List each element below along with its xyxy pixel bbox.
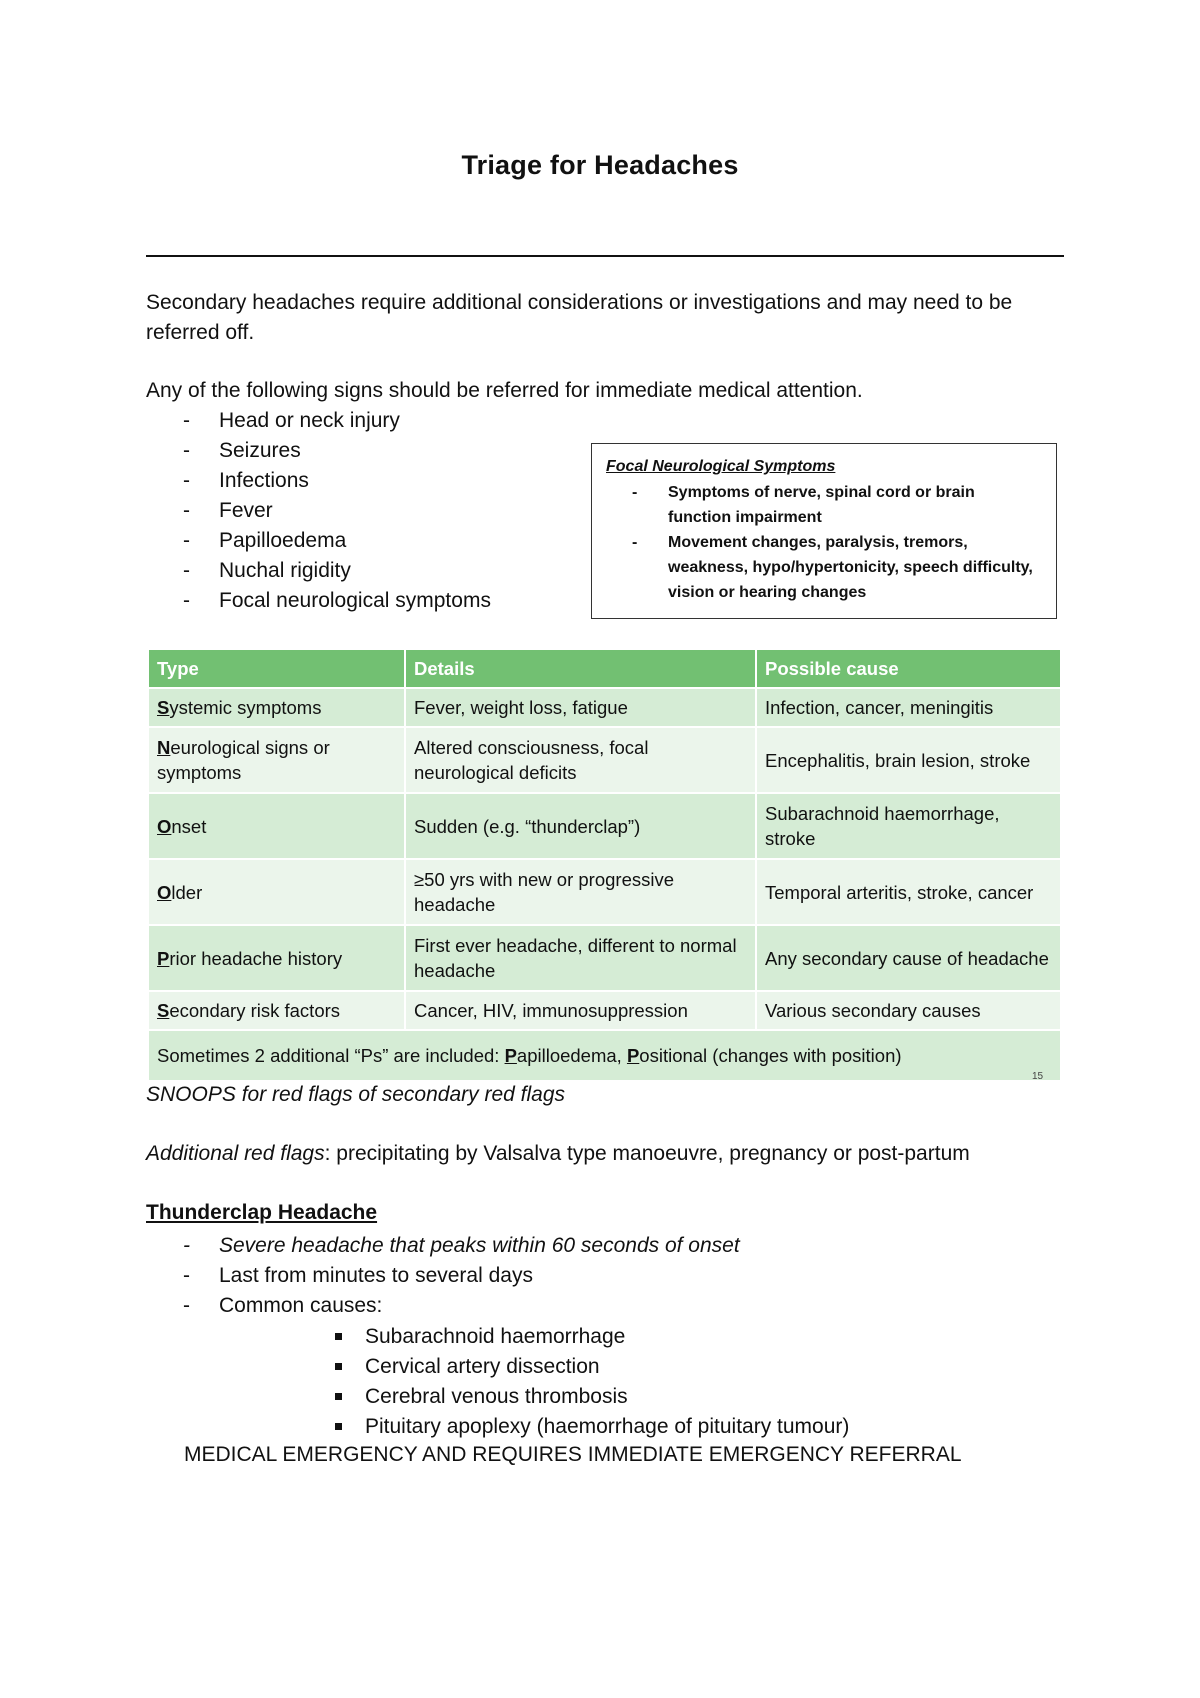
table-row	[149, 728, 1060, 792]
type-cell	[149, 992, 404, 1029]
focal-symptoms-box	[591, 443, 1057, 619]
table-row	[149, 860, 1060, 924]
thunderclap-list	[219, 1231, 740, 1321]
list-item: - Symptoms of nerve, spinal cord or brain function impairment	[668, 480, 1042, 530]
cause-cell: Infection, cancer, meningitis	[757, 689, 1060, 726]
additional-red-flags	[146, 1142, 970, 1166]
type-text: eurological signs or symptoms	[157, 737, 330, 783]
list-item: - Focal neurological symptoms	[219, 586, 491, 616]
table-note-row	[149, 1031, 1060, 1080]
list-item: Subarachnoid haemorrhage	[365, 1322, 849, 1352]
details-cell: Sudden (e.g. “thunderclap”)	[406, 794, 755, 858]
list-item: Cervical artery dissection	[365, 1352, 849, 1382]
causes-list	[365, 1322, 849, 1442]
cause-cell: Various secondary causes	[757, 992, 1060, 1029]
additional-text: : precipitating by Valsalva type manoeuvre, pregnancy or post-partum	[324, 1142, 970, 1165]
list-item: - Infections	[219, 466, 491, 496]
type-cell	[149, 689, 404, 726]
list-item: - Seizures	[219, 436, 491, 466]
note-cell	[149, 1031, 1060, 1080]
signs-intro: Any of the following signs should be referred for immediate medical attention.	[146, 379, 863, 402]
table-caption: SNOOPS for red flags of secondary red flags	[146, 1083, 566, 1106]
additional-label: Additional red flags	[146, 1142, 325, 1165]
type-cell	[149, 926, 404, 990]
cause-cell: Subarachnoid haemorrhage, stroke	[757, 794, 1060, 858]
intro-paragraph: Secondary headaches require additional considerations or investigations and may need to be referred off.	[146, 291, 1013, 344]
list-item: Pituitary apoplexy (haemorrhage of pituitary tumour)	[365, 1412, 849, 1442]
column-header: Possible cause	[757, 650, 1060, 687]
type-text: nset	[171, 815, 207, 837]
list-item: - Last from minutes to several days	[219, 1261, 740, 1291]
mnemonic-letter: P	[626, 1045, 640, 1066]
list-item: - Common causes:	[219, 1291, 740, 1321]
section-heading: Thunderclap Headache	[146, 1201, 378, 1224]
focal-box-list	[668, 480, 1042, 605]
mnemonic-letter: P	[157, 947, 170, 969]
title-divider	[146, 255, 1064, 257]
mnemonic-letter: O	[157, 881, 172, 903]
note-prefix: Sometimes 2 additional “Ps” are included:	[157, 1045, 505, 1066]
mnemonic-letter: S	[157, 1000, 170, 1021]
list-item: - Nuchal rigidity	[219, 556, 491, 586]
table-row	[149, 689, 1060, 726]
mnemonic-letter: O	[157, 815, 172, 837]
list-item: - Fever	[219, 496, 491, 526]
column-header: Type	[149, 650, 404, 687]
column-header: Details	[406, 650, 755, 687]
mnemonic-letter: P	[504, 1045, 517, 1066]
details-cell: Altered consciousness, focal neurological deficits	[406, 728, 755, 792]
type-cell	[149, 728, 404, 792]
table-row	[149, 992, 1060, 1029]
mnemonic-letter: N	[157, 737, 171, 758]
list-item: Cerebral venous thrombosis	[365, 1382, 849, 1412]
cause-cell: Any secondary cause of headache	[757, 926, 1060, 990]
cause-cell: Temporal arteritis, stroke, cancer	[757, 860, 1060, 924]
list-item: - Movement changes, paralysis, tremors, weakness, hypo/hypertonicity, speech difficulty, vision or hearing changes	[668, 530, 1042, 605]
note-text: apilloedema,	[516, 1045, 627, 1066]
signs-list	[219, 406, 491, 616]
type-cell	[149, 794, 404, 858]
details-cell: First ever headache, different to normal headache	[406, 926, 755, 990]
table-header-row	[149, 650, 1060, 687]
type-text: ystemic symptoms	[169, 697, 322, 718]
mnemonic-letter: S	[157, 697, 170, 718]
type-text: econdary risk factors	[169, 1000, 341, 1021]
type-text: lder	[171, 881, 203, 903]
emergency-notice: MEDICAL EMERGENCY AND REQUIRES IMMEDIATE EMERGENCY REFERRAL	[184, 1443, 962, 1466]
list-item: - Severe headache that peaks within 60 seconds of onset	[219, 1231, 740, 1261]
snoops-table	[147, 648, 1062, 1082]
list-item: - Papilloedema	[219, 526, 491, 556]
type-text: rior headache history	[169, 947, 343, 969]
note-text: ositional (changes with position)	[639, 1045, 902, 1066]
table-row	[149, 794, 1060, 858]
page-number: 15	[1032, 1071, 1044, 1082]
cause-cell: Encephalitis, brain lesion, stroke	[757, 728, 1060, 792]
table-row	[149, 926, 1060, 990]
details-cell: Fever, weight loss, fatigue	[406, 689, 755, 726]
list-item: - Head or neck injury	[219, 406, 491, 436]
focal-box-title: Focal Neurological Symptoms	[606, 458, 836, 475]
type-cell	[149, 860, 404, 924]
details-cell: Cancer, HIV, immunosuppression	[406, 992, 755, 1029]
page-title: Triage for Headaches	[461, 150, 739, 180]
details-cell: ≥50 yrs with new or progressive headache	[406, 860, 755, 924]
